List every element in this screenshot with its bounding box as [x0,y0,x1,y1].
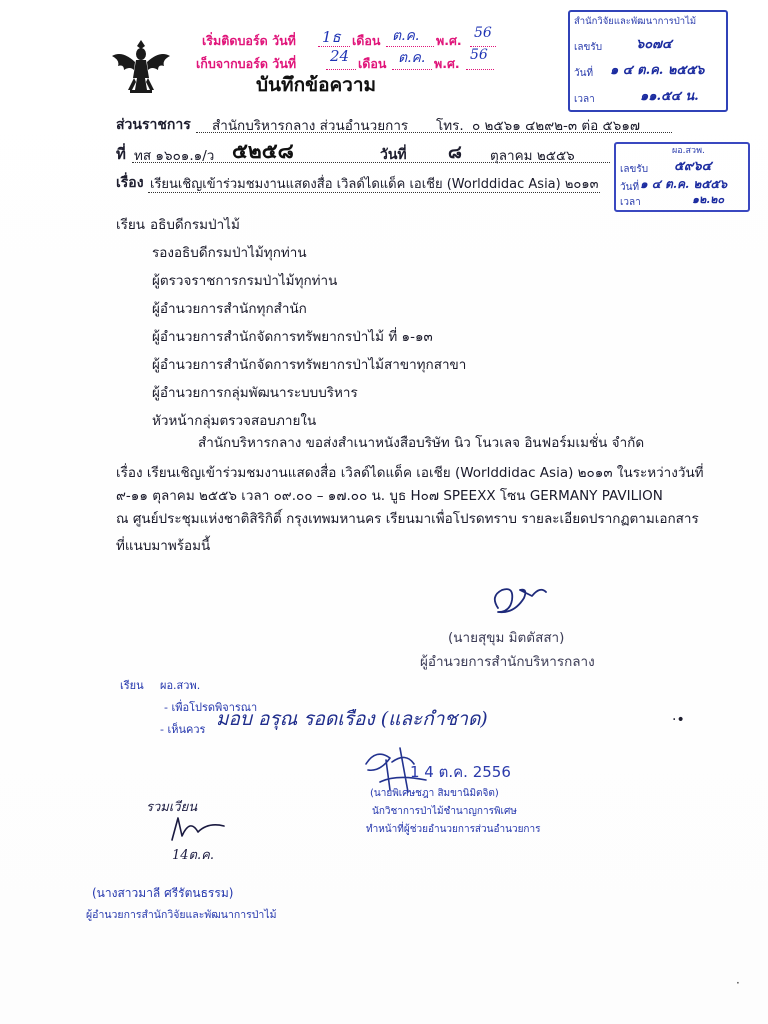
recipient-item: รองอธิบดีกรมป่าไม้ทุกท่าน [152,245,307,261]
director-name: (นางสาวมาลี ศรีรัตนธรรม) [92,886,234,900]
date-value: ตุลาคม ๒๕๕๖ [490,148,575,164]
body-line: ๙-๑๑ ตุลาคม ๒๕๕๖ เวลา ๐๙.๐๐ – ๑๗.๐๐ น. บูธ H๐๗ SPEEXX โซน GERMANY PAVILION [116,488,663,504]
date-day: ๘ [448,142,462,163]
minute-date-stamp: 1 4 ต.ค. 2556 [410,763,511,781]
date-label: วันที่ [380,147,407,163]
board-end-month-label: เดือน [358,56,387,71]
board-end-month: ต.ค. [398,50,426,66]
stamp-date: ๑ ๔ ต.ค. ๒๕๕๖ [610,63,705,78]
stamp-receive-no: ๖๐๗๔ [636,37,672,52]
signature-initial-icon [168,812,228,846]
ref-value: ทส ๑๖๐๑.๑/ว [134,148,215,164]
minute-signer-title: นักวิชาการป่าไม้ชำนาญการพิเศษ [372,806,517,817]
stamp-receive-label: เลขรับ [574,42,603,53]
board-start-month: ต.ค. [392,28,420,44]
tel-value: ๐ ๒๕๖๑ ๔๒๙๒-๓ ต่อ ๕๖๑๗ [472,118,641,134]
signature-director-general-icon [484,578,554,622]
director-title: ผู้อำนวยการสำนักวิจัยและพัฒนาการป่าไม้ [86,909,277,921]
receipt-stamp-research [568,10,728,112]
stamp-agency: สำนักวิจัยและพัฒนาการป่าไม้ [574,16,697,27]
subject-value: เรียนเชิญเข้าร่วมชมงานแสดงสื่อ เวิลด์ไดแด็ค เอเชีย (Worlddidac Asia) ๒๐๑๓ [150,177,599,192]
board-start-label: เริ่มติดบอร์ด วันที่ [202,33,296,48]
board-end-year: 56 [470,47,488,63]
recipient-item: ผู้อำนวยการสำนักทุกสำนัก [152,301,307,317]
minute-to: ผอ.สวพ. [160,679,201,692]
recipient-item: ผู้อำนวยการกลุ่มพัฒนาระบบบริหาร [152,385,358,401]
recipients-greeting: เรียน [116,217,146,233]
board-end-year-label: พ.ศ. [434,56,460,71]
board-start-day: 1ธ [322,28,341,46]
signer-name: (นายสุขุม มิตตัสสา) [448,630,565,646]
board-start-month-label: เดือน [352,33,381,48]
ref-handwritten-number: ๕๒๕๘ [232,139,294,163]
recipient-item: ผู้อำนวยการสำนักจัดการทรัพยากรป่าไม้สาขาทุกสาขา [152,357,467,373]
body-line: ที่แนบมาพร้อมนี้ [116,538,211,554]
board-end-day: 24 [330,47,350,65]
stamp2-date: ๑ ๔ ต.ค. ๒๕๕๖ [640,177,728,191]
body-line: สำนักบริหารกลาง ขอส่งสำเนาหนังสือบริษัท นิว โนวเลจ อินฟอร์มเมชั่น จำกัด [198,435,645,451]
tel-label: โทร. [436,118,464,134]
stamp-time-label: เวลา [574,94,595,105]
stamp2-date-label: วันที่ [620,182,640,193]
recipient-item: อธิบดีกรมป่าไม้ [150,217,240,233]
recipient-item: ผู้ตรวจราชการกรมป่าไม้ทุกท่าน [152,273,338,289]
minute-greeting: เรียน [120,679,144,692]
board-end-label: เก็บจากบอร์ด วันที่ [196,56,297,71]
stamp2-office: ผอ.สวพ. [672,146,705,156]
minute-handwritten-note: มอบ อรุณ รอดเรือง (และกำชาด) [216,708,488,730]
signer-position: ผู้อำนวยการสำนักบริหารกลาง [420,654,595,670]
stamp2-time-label: เวลา [620,197,641,208]
agency-label: ส่วนราชการ [116,117,191,133]
body-line: เรื่อง เรียนเชิญเข้าร่วมชมงานแสดงสื่อ เวิลด์ไดแด็ค เอเชีย (Worlddidac Asia) ๒๐๑๓ ในระหว่างวันที่ [116,465,704,481]
board-start-year: 56 [474,25,492,41]
mark-dot-bottom: · [736,976,740,990]
receipt-stamp-director [614,142,750,212]
minute-item1: - เพื่อโปรดพิจารณา [164,701,258,714]
garuda-emblem-icon [110,36,172,98]
handwritten-date: 14ต.ค. [172,848,214,863]
ref-label: ที่ [116,145,126,163]
board-start-year-label: พ.ศ. [436,33,462,48]
mark-dot: ·• [672,712,685,728]
recipient-item: หัวหน้ากลุ่มตรวจสอบภายใน [152,413,317,429]
agency-value: สำนักบริหารกลาง ส่วนอำนวยการ [212,118,409,134]
minute-item2: - เห็นควร [160,723,206,736]
stamp2-time: ๑๒.๒๐ [692,193,725,206]
stamp-time: ๑๑.๕๔ น. [640,89,699,104]
minute-signer-name: (นายพิเศษชฎา สิมขานิมิตจิต) [370,788,499,799]
stamp2-receive-no: ๕๙๖๔ [674,159,712,174]
stamp2-receive-label: เลขรับ [620,164,649,175]
subject-label: เรื่อง [116,175,144,191]
document-title: บันทึกข้อความ [256,74,377,96]
minute-signer-role: ทำหน้าที่ผู้ช่วยอำนวยการส่วนอำนวยการ [366,824,541,835]
handwritten-circulate: รวมเวียน [146,800,198,815]
recipient-item: ผู้อำนวยการสำนักจัดการทรัพยากรป่าไม้ ที่ ๑-๑๓ [152,329,433,345]
body-line: ณ ศูนย์ประชุมแห่งชาติสิริกิติ์ กรุงเทพมหานคร เรียนมาเพื่อโปรดทราบ รายละเอียดปรากฏตามเอกสาร [116,511,699,527]
stamp-date-label: วันที่ [574,68,594,79]
